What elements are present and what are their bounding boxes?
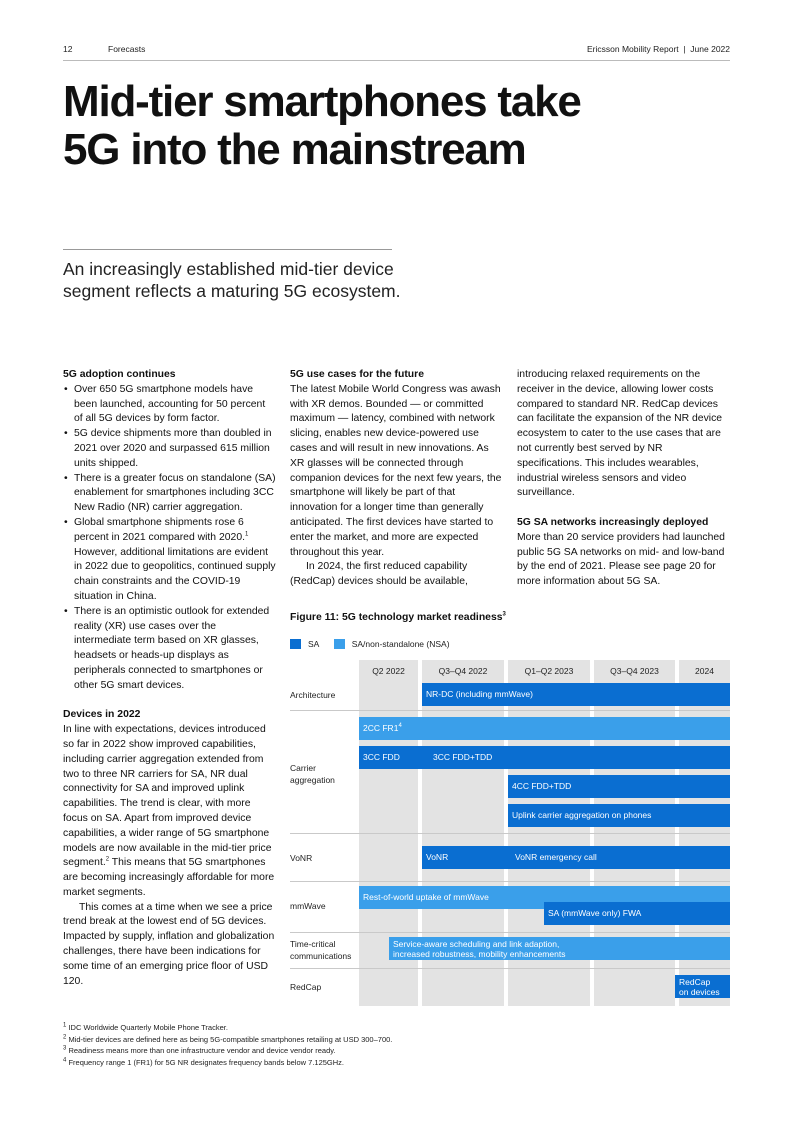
- footnote: [63, 1034, 392, 1046]
- bullet-list: [63, 383, 276, 694]
- period-header: Q3–Q4 2022: [438, 666, 488, 676]
- footnote-number: 3: [63, 1045, 67, 1052]
- publication-label: Ericsson Mobility Report | June 2022: [587, 44, 730, 54]
- heading-5g-adoption: 5G adoption continues: [63, 369, 176, 380]
- figure-title-text: Figure 11: 5G technology market readiness: [290, 612, 503, 623]
- footnote-number: 1: [63, 1022, 67, 1029]
- footnote-ref: 4: [398, 723, 402, 730]
- legend-swatch-sa: [290, 639, 301, 649]
- row-separator: [290, 710, 730, 711]
- paragraph: In 2024, the first reduced capability (RedCap) devices should be available,: [290, 561, 468, 588]
- paragraph: [63, 723, 276, 901]
- readiness-timeline-chart: [290, 660, 730, 1006]
- footnotes: [63, 1022, 392, 1068]
- bar-nr-dc: NR-DC (including mmWave): [422, 683, 730, 706]
- paragraph: More than 20 service providers had launched public 5G SA networks on mid- and low-band by the end of 2021. Please see page 20 for more information about 5G SA.: [517, 531, 725, 588]
- paragraph-text: This means that 5G smartphones are becoming increasingly affordable for more market segments.: [63, 857, 275, 898]
- page-title: [63, 78, 723, 174]
- bar-3cc-fdd-tdd-label: 3CC FDD+TDD: [433, 752, 493, 762]
- footnote-number: 4: [63, 1057, 67, 1063]
- column-3: [517, 368, 730, 590]
- heading-use-cases: 5G use cases for the future: [290, 369, 424, 380]
- footnote-text: IDC Worldwide Quarterly Mobile Phone Tracker.: [68, 1023, 228, 1032]
- legend-swatch-nsa: [334, 639, 345, 649]
- page-title-line: Mid-tier smartphones take: [63, 77, 581, 126]
- page-number: 12: [63, 44, 73, 54]
- bar-label-line: RedCap: [679, 977, 711, 987]
- row-label-vonr: [290, 852, 312, 864]
- page-title-line: 5G into the mainstream: [63, 125, 526, 174]
- footnote-text: Mid-tier devices are defined here as being 5G-compatible smartphones retailing at USD 300–700.: [68, 1034, 393, 1044]
- heading-devices-2022: Devices in 2022: [63, 709, 141, 721]
- row-separator: [290, 881, 730, 882]
- bar-redcap: [675, 975, 730, 998]
- legend-item-sa: [290, 639, 319, 649]
- row-label-line: VoNR: [290, 853, 313, 863]
- paragraph: introducing relaxed requirements on the receiver in the device, allowing lower costs compared to standard NR. RedCap devices can facilitate the expansion of the NR device ecosystem to cater to the use cases that are not currently best served by NR specifications. This includes wearables, industrial wireless sensors and video surveillance.: [517, 369, 723, 499]
- row-separator: [290, 932, 730, 933]
- row-label-line: Architecture: [290, 690, 336, 700]
- row-label-redcap: [290, 981, 321, 993]
- bullet-text: However, additional limitations are evident in 2022 due to geopolitics, continued supply chain constraints and the COVID-19 situation in China.: [74, 546, 276, 602]
- bar-mmwave-uptake: Rest-of-world uptake of mmWave: [359, 886, 730, 909]
- list-item: [63, 516, 276, 605]
- bar-label-line: increased robustness, mobility enhancements: [393, 949, 566, 959]
- bar-label-line: on devices: [679, 987, 720, 997]
- period-header: Q2 2022: [372, 666, 405, 676]
- legend-label: SA/non-standalone (NSA): [351, 639, 450, 649]
- footnote: [63, 1022, 392, 1034]
- row-label-line: RedCap: [290, 982, 322, 992]
- bar-sa-fwa: SA (mmWave only) FWA: [544, 902, 730, 925]
- period-header: 2024: [695, 666, 714, 676]
- legend-item-nsa: [334, 639, 450, 649]
- lead-line: An increasingly established mid-tier device: [63, 259, 394, 279]
- row-label-line: communications: [290, 951, 352, 961]
- row-label-time-critical: [290, 938, 351, 962]
- bar-2cc-fr1: [359, 717, 730, 740]
- bar-4cc-fdd-tdd: 4CC FDD+TDD: [508, 775, 730, 798]
- bar-3cc-fdd: 3CC FDD: [359, 746, 730, 769]
- row-label-carrier-aggregation: [290, 762, 335, 786]
- period-header: Q1–Q2 2023: [524, 666, 574, 676]
- row-label-line: aggregation: [290, 775, 335, 785]
- list-item: • Over 650 5G smartphone models have been launched, accounting for 50 percent of all 5G devices by form factor.: [63, 383, 276, 427]
- bar-uplink-ca: Uplink carrier aggregation on phones: [508, 804, 730, 827]
- row-separator: [290, 968, 730, 969]
- bar-label-line: Service-aware scheduling and link adaption,: [393, 939, 560, 949]
- footnote-ref: 3: [502, 611, 506, 618]
- bar-label: 2CC FR1: [363, 723, 399, 733]
- column-2: [290, 368, 505, 590]
- lead-line: segment reflects a maturing 5G ecosystem.: [63, 281, 401, 301]
- header-rule: [63, 60, 730, 61]
- footnote-ref: 2: [105, 856, 110, 863]
- chart-legend: [290, 639, 462, 651]
- lead-rule: [63, 249, 392, 250]
- bar-time-critical: [389, 937, 730, 960]
- paragraph: This comes at a time when we see a price trend break at the lowest end of 5G devices. Impacted by supply, inflation and globalization challenges, there have been indications for some time of an emerging price floor of USD 120.: [63, 901, 275, 987]
- footnote: [63, 1045, 392, 1057]
- footnote-text: Readiness means more than one infrastructure vendor and device vendor ready.: [68, 1046, 336, 1055]
- bullet-text: Global smartphone shipments rose 6 percent in 2021 compared with 2020.: [74, 516, 245, 543]
- footnote-number: 2: [63, 1034, 67, 1040]
- row-separator: [290, 833, 730, 834]
- list-item: • 5G device shipments more than doubled in 2021 over 2020 and surpassed 615 million units shipped.: [63, 427, 276, 471]
- row-label-mmwave: [290, 900, 326, 912]
- period-header: Q3–Q4 2023: [610, 666, 659, 676]
- row-label-line: mmWave: [290, 901, 326, 911]
- heading-sa-networks: 5G SA networks increasingly deployed: [517, 516, 709, 528]
- lead-text: [63, 258, 403, 302]
- legend-label: SA: [308, 639, 320, 649]
- footnote: [63, 1057, 392, 1069]
- footnote-text: Frequency range 1 (FR1) for 5G NR designates frequency bands below 7.125GHz.: [68, 1057, 344, 1067]
- section-label: Forecasts: [108, 44, 146, 54]
- list-item: • There is a greater focus on standalone (SA) enablement for smartphones including 3CC New Radio (NR) carrier aggregation.: [63, 472, 276, 516]
- row-label-line: Carrier: [290, 763, 316, 773]
- bar-vonr-emergency-label: VoNR emergency call: [515, 852, 597, 862]
- paragraph-text: In line with expectations, devices introduced so far in 2022 show improved capabilities, including carrier aggregation extended from two to three NR carriers for SA, NR dual connectivity for SA and improved uplink capabilities. The trend is clear, with more focus on SA. Apart from improved device capabilities, a wider range of 5G smartphone models are now available in the mid-tier price segment.: [63, 724, 272, 869]
- figure-title: [290, 612, 506, 623]
- bar-vonr: VoNR: [422, 846, 730, 869]
- list-item: • There is an optimistic outlook for extended reality (XR) use cases over the intermediate term based on XR glasses, headsets or heads-up displays as peripherals connected to smartphones or other 5G smart devices.: [63, 605, 276, 694]
- row-label-architecture: [290, 689, 335, 701]
- column-1: [63, 368, 276, 989]
- row-label-line: Time-critical: [290, 939, 336, 949]
- paragraph: The latest Mobile World Congress was awash with XR demos. Bounded — or committed maximum — latency, combined with network slicing, enables new device-powered use cases and will result in new innovations. As XR glasses will be connected through companion devices for the next few years, the smartphone will likely be part of that innovation for a longer time than generally anticipated. The first devices have started to enter the market, and more are expected throughout this year.: [290, 383, 502, 558]
- footnote-ref: 1: [244, 531, 249, 538]
